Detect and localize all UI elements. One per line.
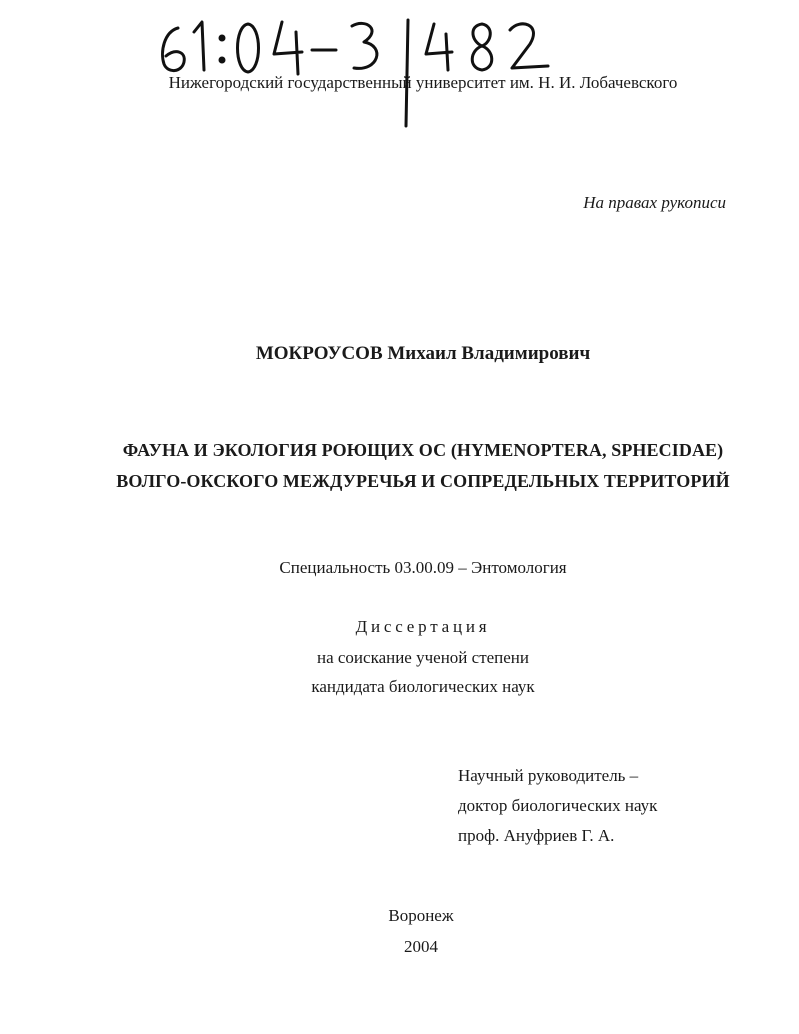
handwritten-digit-8 bbox=[472, 24, 492, 70]
handwritten-colon-dot-2 bbox=[220, 58, 224, 62]
dissertation-label: Диссертация bbox=[355, 617, 491, 636]
degree-line-1: на соискание ученой степени bbox=[316, 648, 530, 667]
handwritten-colon-dot-1 bbox=[220, 36, 224, 40]
manuscript-rights-note: На правах рукописи bbox=[583, 193, 726, 212]
supervisor-line-1: Научный руководитель – bbox=[458, 766, 639, 785]
university-name: Нижегородский государственный университет им. Н. И. Лобачевского bbox=[168, 73, 678, 92]
city: Воронеж bbox=[388, 906, 454, 925]
year: 2004 bbox=[404, 937, 438, 956]
supervisor-line-3: проф. Ануфриев Г. А. bbox=[458, 826, 615, 845]
dissertation-title-line-2: ВОЛГО-ОКСКОГО МЕЖДУРЕЧЬЯ И СОПРЕДЕЛЬНЫХ ТЕРРИТОРИЙ bbox=[116, 471, 730, 491]
handwritten-digit-2 bbox=[510, 24, 548, 68]
dissertation-title-line-1: ФАУНА И ЭКОЛОГИЯ РОЮЩИХ ОС (HYMENOPTERA, SPHECIDAE) bbox=[122, 440, 724, 460]
handwritten-digit-4 bbox=[274, 22, 302, 74]
handwritten-code-annotation bbox=[150, 8, 570, 128]
handwritten-digit-6 bbox=[163, 28, 185, 71]
degree-line-2: кандидата биологических наук bbox=[311, 677, 535, 696]
handwritten-digit-4b bbox=[426, 24, 452, 70]
author-name: МОКРОУСОВ Михаил Владимирович bbox=[255, 343, 591, 364]
supervisor-line-2: доктор биологических наук bbox=[458, 796, 658, 815]
specialty-line: Специальность 03.00.09 – Энтомология bbox=[279, 558, 567, 577]
handwritten-digit-3 bbox=[352, 23, 377, 68]
handwritten-digit-1 bbox=[194, 22, 204, 70]
handwritten-digit-0 bbox=[238, 24, 259, 72]
